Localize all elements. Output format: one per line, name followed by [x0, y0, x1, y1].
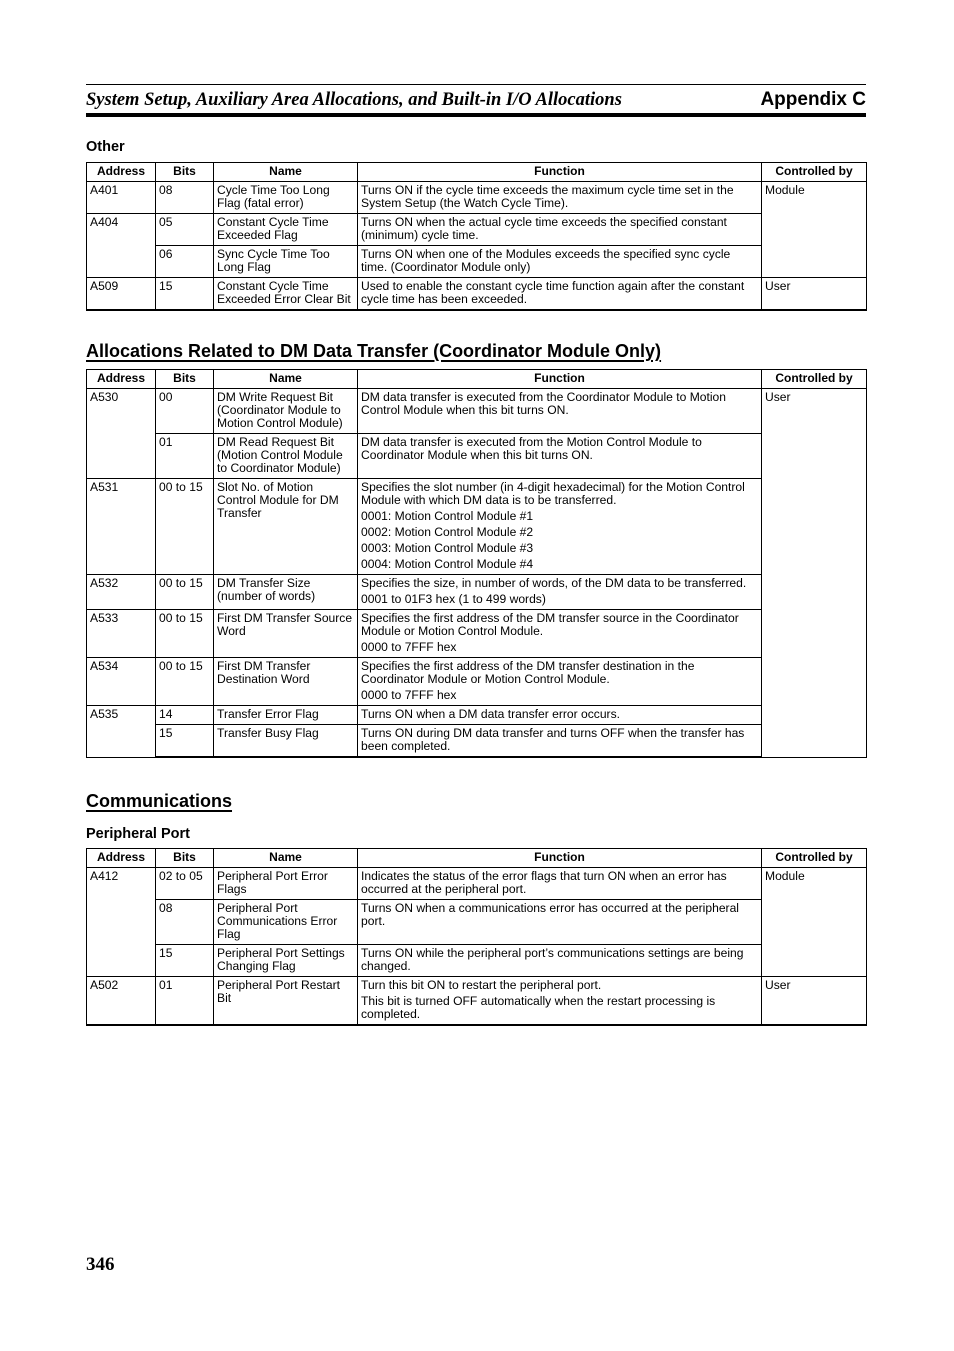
column-header-name: Name: [214, 849, 358, 868]
table-row: [87, 389, 867, 434]
function-text: Turns ON during DM data transfer and turns OFF when the transfer has been completed.: [361, 726, 745, 753]
table-row: [87, 214, 867, 246]
address-cell: A530: [87, 389, 156, 479]
address-cell: A533: [87, 610, 156, 658]
name-cell: Peripheral Port Error Flags: [214, 868, 358, 900]
column-header-bits: Bits: [156, 163, 214, 182]
function-text: Turns ON while the peripheral port’s communications settings are being changed.: [361, 946, 744, 973]
function-text: DM data transfer is executed from the Motion Control Module to Coordinator Module when this bit turns ON.: [361, 435, 702, 462]
function-cell: [358, 575, 762, 610]
table-row: [87, 575, 867, 610]
function-cell: [358, 610, 762, 658]
function-text: 0001: Motion Control Module #1: [361, 509, 534, 523]
bits-cell: 00 to 15: [156, 658, 214, 706]
column-header-bits: Bits: [156, 849, 214, 868]
table-row: [87, 658, 867, 706]
table-row: [87, 725, 867, 758]
table-header-row: [87, 370, 867, 389]
name-cell: Slot No. of Motion Control Module for DM Transfer: [214, 479, 358, 575]
name-cell: Transfer Error Flag: [214, 706, 358, 725]
controlled-by-cell: User: [762, 278, 867, 311]
function-text: DM data transfer is executed from the Coordinator Module to Motion Control Module when this bit turns ON.: [361, 390, 727, 417]
function-cell: [358, 658, 762, 706]
table-row: [87, 182, 867, 214]
bits-cell: 00 to 15: [156, 479, 214, 575]
column-header-controlled-by: Controlled by: [762, 163, 867, 182]
function-cell: [358, 900, 762, 945]
function-text: Turns ON if the cycle time exceeds the maximum cycle time set in the System Setup (the Watch Cycle Time).: [361, 183, 734, 210]
function-text: 0000 to 7FFF hex: [361, 640, 457, 654]
name-cell: Transfer Busy Flag: [214, 725, 358, 758]
bits-cell: 01: [156, 977, 214, 1026]
dm-transfer-table: [86, 369, 867, 758]
table-row: [87, 945, 867, 977]
function-cell: [358, 434, 762, 479]
function-text: Turns ON when a communications error has occurred at the peripheral port.: [361, 901, 739, 928]
column-header-function: Function: [358, 163, 762, 182]
name-cell: Constant Cycle Time Exceeded Error Clear Bit: [214, 278, 358, 311]
bits-cell: 08: [156, 900, 214, 945]
address-cell: A534: [87, 658, 156, 706]
table-header-row: [87, 849, 867, 868]
address-cell: A404: [87, 214, 156, 278]
page-number: 346: [86, 1254, 115, 1275]
function-cell: [358, 725, 762, 758]
table-row: [87, 479, 867, 575]
table-row: [87, 246, 867, 278]
controlled-by-cell: User: [762, 977, 867, 1026]
function-text: Turn this bit ON to restart the peripheral port.: [361, 978, 602, 992]
column-header-controlled-by: Controlled by: [762, 370, 867, 389]
function-cell: [358, 868, 762, 900]
function-cell: [358, 182, 762, 214]
function-text: Turns ON when one of the Modules exceeds the specified sync cycle time. (Coordinator Module only): [361, 247, 731, 274]
function-text: This bit is turned OFF automatically when the restart processing is completed.: [361, 994, 716, 1021]
header-rule-bottom: [86, 113, 866, 117]
bits-cell: 00: [156, 389, 214, 434]
bits-cell: 02 to 05: [156, 868, 214, 900]
communications-heading: Communications: [86, 791, 233, 811]
bits-cell: 15: [156, 945, 214, 977]
function-cell: [358, 214, 762, 246]
address-cell: A401: [87, 182, 156, 214]
peripheral-port-table: [86, 848, 867, 1026]
function-text: 0003: Motion Control Module #3: [361, 541, 534, 555]
header-rule-top: [86, 84, 866, 85]
controlled-by-cell: Module: [762, 868, 867, 977]
column-header-address: Address: [87, 370, 156, 389]
table-row: [87, 434, 867, 479]
function-cell: [358, 278, 762, 311]
address-cell: A509: [87, 278, 156, 311]
name-cell: DM Write Request Bit (Coordinator Module to Motion Control Module): [214, 389, 358, 434]
address-cell: A535: [87, 706, 156, 758]
bits-cell: 15: [156, 725, 214, 758]
name-cell: Sync Cycle Time Too Long Flag: [214, 246, 358, 278]
column-header-controlled-by: Controlled by: [762, 849, 867, 868]
bits-cell: 00 to 15: [156, 610, 214, 658]
column-header-name: Name: [214, 163, 358, 182]
table-row: [87, 278, 867, 311]
column-header-name: Name: [214, 370, 358, 389]
function-text: Turns ON when a DM data transfer error occurs.: [361, 707, 620, 721]
function-text: Specifies the first address of the DM transfer destination in the Coordinator Module or Motion Control Module.: [361, 659, 695, 686]
table-row: [87, 610, 867, 658]
function-text: Specifies the slot number (in 4-digit hexadecimal) for the Motion Control Module with which DM data is to be transferred.: [361, 480, 745, 507]
function-cell: [358, 977, 762, 1026]
name-cell: Peripheral Port Communications Error Flag: [214, 900, 358, 945]
address-cell: A412: [87, 868, 156, 977]
column-header-bits: Bits: [156, 370, 214, 389]
bits-cell: 14: [156, 706, 214, 725]
column-header-address: Address: [87, 849, 156, 868]
bits-cell: 08: [156, 182, 214, 214]
function-text: Specifies the first address of the DM transfer source in the Coordinator Module or Motion Control Module.: [361, 611, 739, 638]
name-cell: Constant Cycle Time Exceeded Flag: [214, 214, 358, 246]
controlled-by-cell: Module: [762, 182, 867, 278]
other-table: [86, 162, 867, 311]
function-text: Turns ON when the actual cycle time exceeds the specified constant (minimum) cycle time.: [361, 215, 727, 242]
name-cell: Peripheral Port Restart Bit: [214, 977, 358, 1026]
function-text: 0002: Motion Control Module #2: [361, 525, 534, 539]
function-text: Specifies the size, in number of words, of the DM data to be transferred.: [361, 576, 747, 590]
bits-cell: 00 to 15: [156, 575, 214, 610]
table-header-row: [87, 163, 867, 182]
function-text: Used to enable the constant cycle time function again after the constant cycle time has been exceeded.: [361, 279, 745, 306]
name-cell: Cycle Time Too Long Flag (fatal error): [214, 182, 358, 214]
function-text: 0000 to 7FFF hex: [361, 688, 457, 702]
name-cell: DM Read Request Bit (Motion Control Module to Coordinator Module): [214, 434, 358, 479]
function-text: Indicates the status of the error flags that turn ON when an error has occurred at the peripheral port.: [361, 869, 727, 896]
address-cell: A502: [87, 977, 156, 1026]
table-row: [87, 900, 867, 945]
name-cell: First DM Transfer Destination Word: [214, 658, 358, 706]
name-cell: First DM Transfer Source Word: [214, 610, 358, 658]
other-heading: Other: [86, 139, 125, 155]
address-cell: A532: [87, 575, 156, 610]
peripheral-port-heading: Peripheral Port: [86, 826, 190, 842]
name-cell: Peripheral Port Settings Changing Flag: [214, 945, 358, 977]
function-cell: [358, 479, 762, 575]
function-cell: [358, 389, 762, 434]
table-row: [87, 706, 867, 725]
running-header-title: System Setup, Auxiliary Area Allocations, and Built-in I/O Allocations: [86, 90, 622, 110]
column-header-function: Function: [358, 849, 762, 868]
bits-cell: 05: [156, 214, 214, 246]
column-header-address: Address: [87, 163, 156, 182]
bits-cell: 15: [156, 278, 214, 311]
function-text: 0004: Motion Control Module #4: [361, 557, 534, 571]
bits-cell: 01: [156, 434, 214, 479]
name-cell: DM Transfer Size (number of words): [214, 575, 358, 610]
function-cell: [358, 706, 762, 725]
dm-transfer-heading: Allocations Related to DM Data Transfer (Coordinator Module Only): [86, 341, 662, 361]
function-cell: [358, 246, 762, 278]
table-row: [87, 868, 867, 900]
running-header-appendix: Appendix C: [760, 89, 866, 110]
table-row: [87, 977, 867, 1026]
bits-cell: 06: [156, 246, 214, 278]
column-header-function: Function: [358, 370, 762, 389]
address-cell: A531: [87, 479, 156, 575]
function-text: 0001 to 01F3 hex (1 to 499 words): [361, 592, 546, 606]
controlled-by-cell: User: [762, 389, 867, 758]
function-cell: [358, 945, 762, 977]
